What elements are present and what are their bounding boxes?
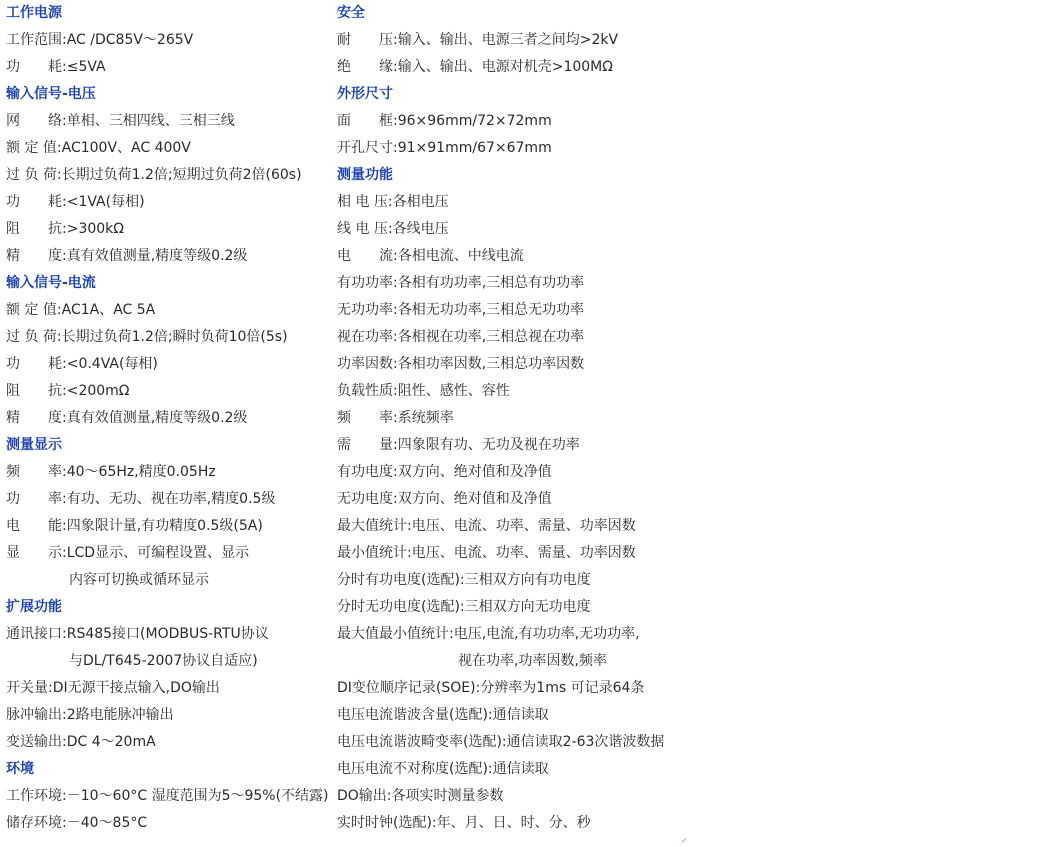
spec-row: 实时时钟(选配):年、月、日、时、分、秒 [337,815,591,831]
spec-row: 分时无功电度(选配):三相双方向无功电度 [337,599,591,615]
spec-continuation: 视在功率,功率因数,频率 [458,653,607,669]
spec-row: 脉冲输出:2路电能脉冲输出 [6,707,174,723]
spec-row: 频 率:40～65Hz,精度0.05Hz [6,464,216,480]
spec-row: 通讯接口:RS485接口(MODBUS-RTU协议 [6,626,269,642]
spec-row: DO输出:各项实时测量参数 [337,788,504,804]
spec-row: 精 度:真有效值测量,精度等级0.2级 [6,410,248,426]
spec-row: 相 电 压:各相电压 [337,194,449,210]
decorative-mark-icon: ✓ [681,836,688,845]
spec-row: 精 度:真有效值测量,精度等级0.2级 [6,248,248,264]
spec-row: 最大值最小值统计:电压,电流,有功功率,无功功率, [337,626,640,642]
spec-row: 电 流:各相电流、中线电流 [337,248,524,264]
spec-row: 变送输出:DC 4～20mA [6,734,156,750]
spec-row: DI变位顺序记录(SOE):分辨率为1ms 可记录64条 [337,680,645,696]
spec-row: 无功电度:双方向、绝对值和及净值 [337,491,552,507]
spec-continuation: 内容可切换或循环显示 [69,572,209,588]
section-heading: 测量功能 [337,167,393,183]
spec-row: 频 率:系统频率 [337,410,454,426]
spec-row: 耐 压:输入、输出、电源三者之间均>2kV [337,32,619,48]
spec-row: 面 框:96×96mm/72×72mm [337,113,552,129]
spec-row: 负载性质:阻性、感性、容性 [337,383,510,399]
spec-row: 电压电流谐波畸变率(选配):通信读取2-63次谐波数据 [337,734,665,750]
spec-column-left [6,0,329,837]
spec-row: 需 量:四象限有功、无功及视在功率 [337,437,580,453]
spec-row: 功 耗:≤5VA [6,59,106,75]
spec-row: 电压电流谐波含量(选配):通信读取 [337,707,549,723]
spec-row: 最大值统计:电压、电流、功率、需量、功率因数 [337,518,636,534]
spec-row: 额 定 值:AC1A、AC 5A [6,302,156,318]
section-heading: 安全 [337,5,365,21]
spec-row: 网 络:单相、三相四线、三相三线 [6,113,235,129]
spec-row: 显 示:LCD显示、可编程设置、显示 [6,545,250,561]
spec-row: 功 耗:<1VA(每相) [6,194,145,210]
spec-row: 绝 缘:输入、输出、电源对机壳>100MΩ [337,59,613,75]
spec-row: 功 耗:<0.4VA(每相) [6,356,158,372]
spec-row: 线 电 压:各线电压 [337,221,449,237]
spec-row: 功率因数:各相功率因数,三相总功率因数 [337,356,585,372]
spec-row: 电压电流不对称度(选配):通信读取 [337,761,549,777]
spec-row: 阻 抗:>300kΩ [6,221,124,237]
spec-row: 有功电度:双方向、绝对值和及净值 [337,464,552,480]
spec-row: 电 能:四象限计量,有功精度0.5级(5A) [6,518,263,534]
spec-row: 视在功率:各相视在功率,三相总视在功率 [337,329,585,345]
spec-row: 无功功率:各相无功功率,三相总无功功率 [337,302,585,318]
section-heading: 扩展功能 [6,599,62,615]
spec-row: 过 负 荷:长期过负荷1.2倍;短期过负荷2倍(60s) [6,167,302,183]
spec-row: 工作范围:AC /DC85V～265V [6,32,194,48]
spec-row: 阻 抗:<200mΩ [6,383,130,399]
spec-row: 功 率:有功、无功、视在功率,精度0.5级 [6,491,276,507]
spec-row: 工作环境:－10～60°C 湿度范围为5～95%(不结露) [6,788,329,804]
spec-column-right [337,0,1037,837]
section-heading: 输入信号-电压 [6,86,96,102]
spec-row: 额 定 值:AC100V、AC 400V [6,140,191,156]
spec-row: 开关量:DI无源干接点输入,DO输出 [6,680,220,696]
spec-row: 最小值统计:电压、电流、功率、需量、功率因数 [337,545,636,561]
spec-row: 储存环境:－40～85°C [6,815,148,831]
section-heading: 输入信号-电流 [6,275,96,291]
spec-row: 开孔尺寸:91×91mm/67×67mm [337,140,552,156]
spec-row: 有功功率:各相有功功率,三相总有功功率 [337,275,585,291]
spec-row: 过 负 荷:长期过负荷1.2倍;瞬时负荷10倍(5s) [6,329,288,345]
section-heading: 外形尺寸 [337,86,393,102]
spec-continuation: 与DL/T645-2007协议自适应) [69,653,258,669]
spec-row: 分时有功电度(选配):三相双方向有功电度 [337,572,591,588]
section-heading: 测量显示 [6,437,62,453]
section-heading: 环境 [6,761,34,777]
section-heading: 工作电源 [6,5,62,21]
